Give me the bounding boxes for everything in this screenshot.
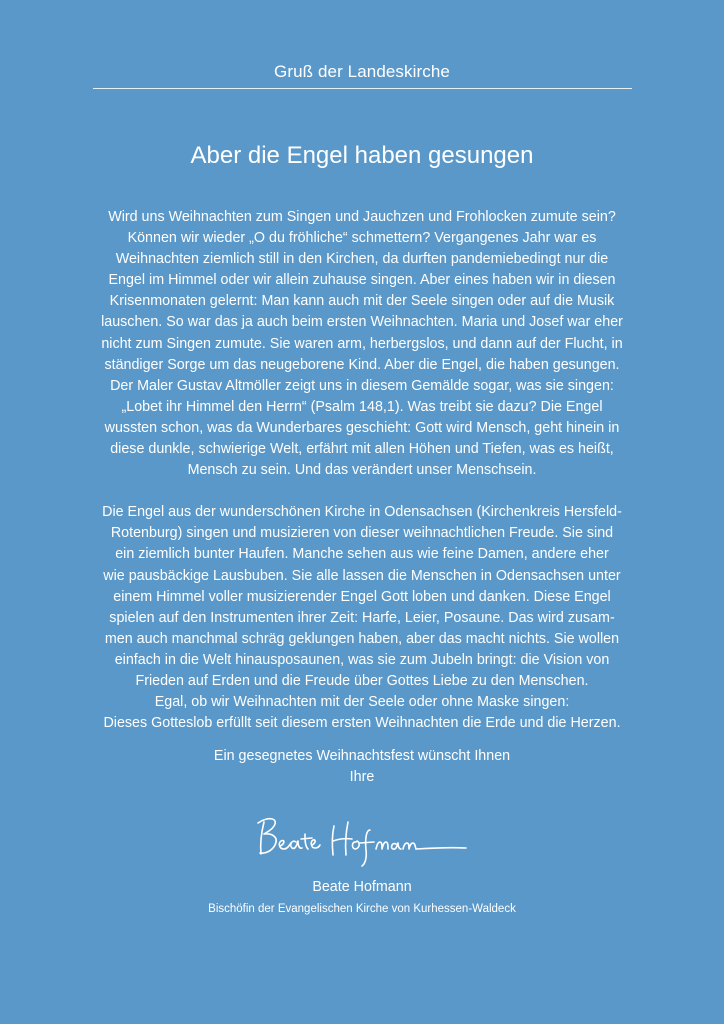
text-line: spielen auf den Instrumenten ihrer Zeit: Harfe, Leier, Posaune. Das wird zusam- [109, 609, 615, 626]
text-line: „Lobet ihr Himmel den Herrn“ (Psalm 148,1). Was treibt sie dazu? Die Engel [121, 398, 603, 415]
text-line: lauschen. So war das ja auch beim ersten Weihnachten. Maria und Josef war eher [101, 314, 623, 331]
text-line: Der Maler Gustav Altmöller zeigt uns in diesem Gemälde sogar, was sie singen: [110, 377, 614, 394]
text-line: Weihnachten ziemlich still in den Kirchen, da durften pandemiebedingt nur die [115, 251, 609, 268]
text-line: Die Engel aus der wunderschönen Kirche in Odensachsen (Kirchenkreis Hersfeld- [102, 504, 622, 521]
paragraph-spacer [80, 481, 644, 502]
text-line: Frieden auf Erden und die Freude über Gottes Liebe zu den Menschen. [135, 672, 589, 689]
text-line: Wird uns Weihnachten zum Singen und Jauchzen und Frohlocken zumute sein? [108, 209, 616, 225]
page-title: Aber die Engel haben gesungen [190, 142, 534, 169]
paragraph-1 [80, 207, 644, 481]
text-line: einfach in die Welt hinausposaunen, was sie zum Jubeln bringt: die Vision von [114, 651, 610, 668]
section-title: Gruß der Landeskirche [274, 62, 450, 81]
letter-body [80, 207, 644, 734]
text-line: nicht zum Singen zumute. Sie waren arm, herbergslos, und dann auf der Flucht, in [101, 335, 623, 352]
signer-title: Bischöfin der Evangelischen Kirche von Kurhessen-Waldeck [208, 903, 516, 915]
text-line: wussten schon, was da Wunderbares geschieht: Gott wird Mensch, geht hinein in [104, 419, 620, 436]
text-line: Mensch zu sein. Und das verändert unser Menschsein. [187, 462, 537, 479]
text-line: diese dunkle, schwierige Welt, erfährt mit allen Höhen und Tiefen, was es heißt, [110, 441, 614, 458]
text-line: einem Himmel voller musizierender Engel Gott loben und danken. Diese Engel [113, 588, 611, 605]
text-line: Egal, ob wir Weihnachten mit der Seele oder ohne Maske singen: [154, 694, 570, 711]
text-line: ständiger Sorge um das neugeborene Kind. Aber die Engel, die haben gesungen. [104, 356, 620, 373]
closing-line: Ihre [349, 769, 375, 785]
header-divider [93, 88, 632, 89]
text-line: Engel im Himmel oder wir allein zuhause singen. Aber eines haben wir in diesen [108, 272, 616, 289]
handwritten-signature [252, 808, 474, 870]
text-line: Krisenmonaten gelernt: Man kann auch mit der Seele singen oder auf die Musik [109, 293, 615, 310]
text-line: Dieses Gotteslob erfüllt seit diesem ersten Weihnachten die Erde und die Herzen. [103, 715, 621, 732]
text-line: ein ziemlich bunter Haufen. Manche sehen aus wie feine Damen, andere eher [115, 546, 609, 563]
closing-greeting [0, 746, 724, 788]
text-line: wie pausbäckige Lausbuben. Sie alle lassen die Menschen in Odensachsen unter [103, 567, 621, 584]
text-line: Rotenburg) singen und musizieren von dieser weihnachtlichen Freude. Sie sind [110, 525, 614, 542]
closing-line: Ein gesegnetes Weihnachtsfest wünscht Ihnen [213, 748, 511, 764]
text-line: Können wir wieder „O du fröhliche“ schmettern? Vergangenes Jahr war es [127, 230, 597, 247]
signer-name: Beate Hofmann [312, 879, 412, 895]
paragraph-2 [80, 502, 644, 734]
text-line: men auch manchmal schräg geklungen haben, aber das macht nichts. Sie wollen [104, 630, 620, 647]
